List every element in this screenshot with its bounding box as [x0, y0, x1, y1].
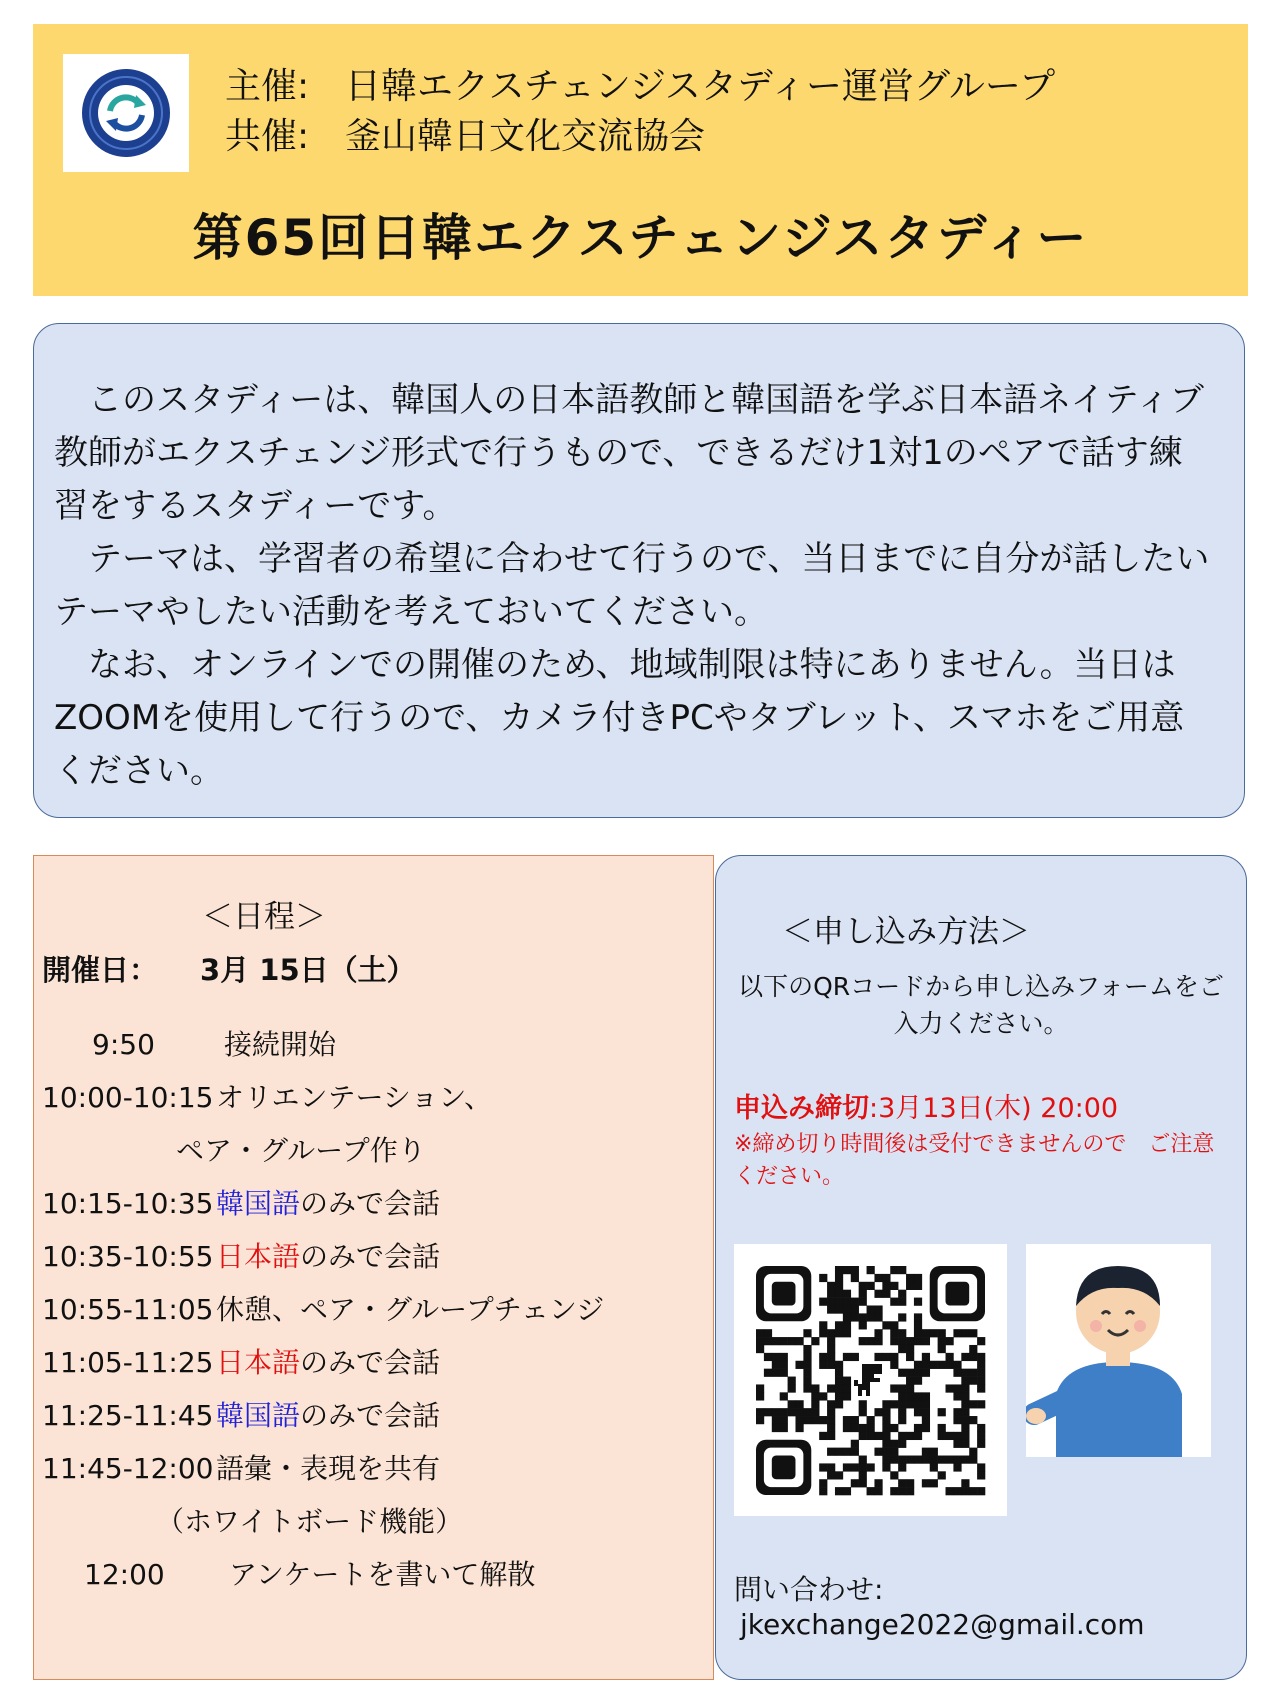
- schedule-text: オリエンテーション、: [216, 1081, 493, 1114]
- schedule-row: [42, 1394, 440, 1434]
- schedule-text: 休憩、ペア・グループチェンジ: [216, 1293, 605, 1326]
- schedule-time: 11:45-12:00: [42, 1452, 214, 1485]
- korean-language-label: 韓国語: [216, 1187, 301, 1220]
- application-title: ＜申し込み方法＞: [782, 914, 1030, 950]
- schedule-box: [33, 855, 714, 1680]
- intro-paragraph: このスタディーは、韓国人の日本語教師と韓国語を学ぶ日本語ネイティブ教師がエクスチェンジ形式で行うもので、できるだけ1対1のペアで話す練習をするスタディーです。: [54, 380, 1204, 526]
- application-instruction: 以下のQRコードから申し込みフォームをご入力ください。: [738, 972, 1224, 1038]
- cosponsor-value: 釜山韓日文化交流協会: [345, 116, 706, 157]
- schedule-text: のみで会話: [300, 1399, 441, 1432]
- cosponsor-key: 共催:: [225, 116, 310, 157]
- schedule-time: 11:25-11:45: [42, 1399, 214, 1432]
- contact-email[interactable]: jkexchange2022@gmail.com: [740, 1608, 1145, 1641]
- schedule-row: [42, 1076, 492, 1116]
- deadline-note: ※締め切り時間後は受付できませんので ご注意ください。: [734, 1132, 1215, 1189]
- schedule-time: 12:00: [84, 1558, 165, 1591]
- schedule-row: [176, 1129, 426, 1169]
- schedule-time: 10:55-11:05: [42, 1293, 214, 1326]
- schedule-row: [42, 1447, 440, 1487]
- schedule-text: （ホワイトボード機能）: [156, 1505, 464, 1538]
- organizer-line: [225, 62, 1055, 112]
- schedule-text: 接続開始: [224, 1028, 337, 1061]
- schedule-time: 10:15-10:35: [42, 1187, 214, 1220]
- logo: [63, 54, 189, 172]
- date-label: 開催日：: [42, 953, 159, 987]
- schedule-title: ＜日程＞: [202, 899, 326, 935]
- schedule-row: [84, 1553, 535, 1593]
- schedule-row: [42, 1182, 440, 1222]
- schedule-text: アンケートを書いて解散: [229, 1558, 536, 1591]
- schedule-row: [42, 1341, 440, 1381]
- schedule-time: 10:35-10:55: [42, 1240, 214, 1273]
- schedule-time: 9:50: [92, 1028, 155, 1061]
- schedule-row: [42, 1288, 604, 1328]
- cosponsor-line: [225, 112, 1055, 162]
- schedule-row: [42, 1235, 440, 1275]
- contact-label: 問い合わせ:: [734, 1573, 884, 1606]
- schedule-time: 11:05-11:25: [42, 1346, 214, 1379]
- intro-box: [33, 323, 1245, 818]
- organizer-key: 主催:: [225, 66, 310, 107]
- qr-code-icon[interactable]: [734, 1244, 1007, 1516]
- japanese-language-label: 日本語: [216, 1346, 301, 1379]
- intro-paragraph: なお、オンラインでの開催のため、地域制限は特にありません。当日はZOOMを使用して行うので、カメラ付きPCやタブレット、スマホをご用意ください。: [54, 645, 1185, 791]
- presenter-illustration: [1026, 1244, 1211, 1457]
- schedule-text: のみで会話: [300, 1240, 441, 1273]
- schedule-text: のみで会話: [300, 1187, 441, 1220]
- logo-icon: [80, 67, 172, 159]
- deadline: [734, 1086, 1118, 1125]
- event-date: [42, 948, 416, 989]
- schedule-text: ペア・グループ作り: [176, 1134, 426, 1167]
- schedule-text: のみで会話: [300, 1346, 441, 1379]
- japanese-language-label: 日本語: [216, 1240, 301, 1273]
- schedule-time: 10:00-10:15: [42, 1081, 214, 1114]
- schedule-text: 語彙・表現を共有: [216, 1452, 441, 1485]
- event-title: 第65回日韓エクスチェンジスタディー: [192, 209, 1089, 267]
- date-value: 3月 15日（土）: [200, 953, 416, 987]
- schedule-row: [92, 1023, 336, 1063]
- korean-language-label: 韓国語: [216, 1399, 301, 1432]
- application-box: [715, 855, 1247, 1680]
- organizer-value: 日韓エクスチェンジスタディー運営グループ: [345, 66, 1056, 107]
- header-banner: [33, 24, 1248, 296]
- schedule-row: [156, 1500, 463, 1540]
- qr-code-graphic: [734, 1244, 1007, 1516]
- deadline-label: 申込み締切: [734, 1093, 869, 1124]
- intro-paragraph: テーマは、学習者の希望に合わせて行うので、当日までに自分が話したいテーマやしたい活動を考えておいてください。: [54, 539, 1210, 632]
- deadline-value: :3月13日(木) 20:00: [869, 1093, 1119, 1124]
